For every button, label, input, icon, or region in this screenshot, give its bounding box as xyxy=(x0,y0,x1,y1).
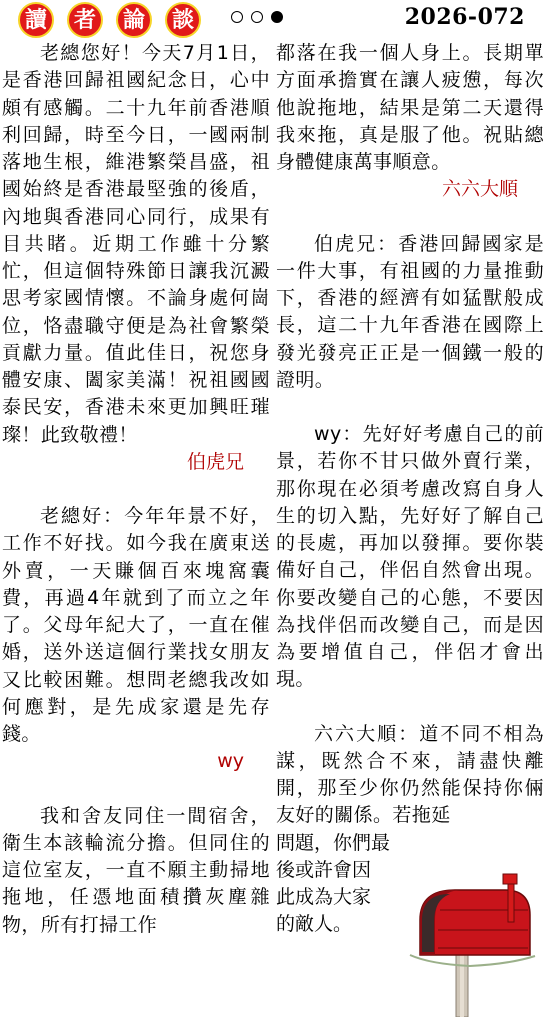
letter-2: 老總好：今年年景不好，工作不好找。如今我在廣東送外賣，一天賺個百來塊窩囊費，再過4年就到了而立之年了。父母年紀大了，一直在催婚，送外送這個行業找女朋友又比較困難。想問老總我改如何應對，是先成家還是先存錢。 xyxy=(2,505,270,745)
dot-icon xyxy=(231,11,243,23)
spacer xyxy=(276,204,544,231)
reply-3-line: 問題，你們最 xyxy=(276,831,391,854)
column-header xyxy=(0,0,545,40)
reply-3: 六六大順：道不同不相為謀，既然合不來，請盡快離開，那至少你仍然能保持你倆友好的關係。若拖延 xyxy=(276,722,544,827)
header-title-char-3: 論 xyxy=(116,2,152,38)
letter-3-continued: 都落在我一個人身上。長期單方面承擔實在讓人疲憊，每次他說拖地，結果是第二天還得我來拖，真是服了他。祝貼總身體健康萬事順意。 xyxy=(276,42,544,173)
signature-3: 六六大順 xyxy=(441,178,518,201)
issue-number: 2026-072 xyxy=(404,4,525,30)
spacer xyxy=(2,476,270,503)
spacer xyxy=(2,776,270,803)
header-title-char-1: 讀 xyxy=(18,2,54,38)
reply-3-line: 後或許會因 xyxy=(276,858,372,881)
reply-3-wrap xyxy=(276,830,411,939)
reply-1: 伯虎兄：香港回歸國家是一件大事，有祖國的力量推動下，香港的經濟有如猛獸般成長，這二十九年香港在國際上發光發亮正正是一個鐵一般的證明。 xyxy=(276,232,544,391)
header-title-char-2: 者 xyxy=(67,2,103,38)
spacer xyxy=(276,694,544,721)
signature-2: wy xyxy=(217,750,244,773)
reply-3-line: 此成為大家 xyxy=(276,886,372,908)
right-column xyxy=(276,40,544,939)
left-column xyxy=(2,40,270,939)
spacer xyxy=(276,394,544,421)
reply-2: wy：先好好考慮自己的前景，若你不甘只做外賣行業，那你現在必須考慮改寫自身人生的切入點，先好好了解自己的長處，再加以發揮。要你裝備好自己，伴侶自然會出現。你要改變自己的心態，不要因為找伴侶而改變自己，而是因為要增值自己，伴侶才會出現。 xyxy=(276,423,544,691)
signature-1: 伯虎兄 xyxy=(186,450,244,473)
letter-3: 我和舍友同住一間宿舍，衛生本該輪流分擔。但同住的這位室友，一直不願主動掃地拖地，任憑地面積攢灰塵雜物，所有打掃工作 xyxy=(2,804,270,936)
letter-1: 老總您好！今天7月1日，是香港回歸祖國紀念日，心中頗有感觸。二十九年前香港順利回歸，時至今日，一國兩制落地生根，維港繁榮昌盛，祖國始終是香港最堅強的後盾，內地與香港同心同行，成果有目共睹。近期工作雖十分繁忙，但這個特殊節日讓我沉澱思考家國情懷。不論身處何崗位，恪盡職守便是為社會繁榮貢獻力量。值此佳日，祝您身體安康、闔家美滿！祝祖國國泰民安，香港未來更加興旺璀璨！此致敬禮！ xyxy=(2,42,270,446)
dot-icon xyxy=(251,11,263,23)
reply-3-line: 的敵人。 xyxy=(276,913,353,936)
filled-dot-icon xyxy=(271,11,283,23)
header-title-char-4: 談 xyxy=(165,2,201,38)
mailbox-icon xyxy=(400,860,540,1017)
